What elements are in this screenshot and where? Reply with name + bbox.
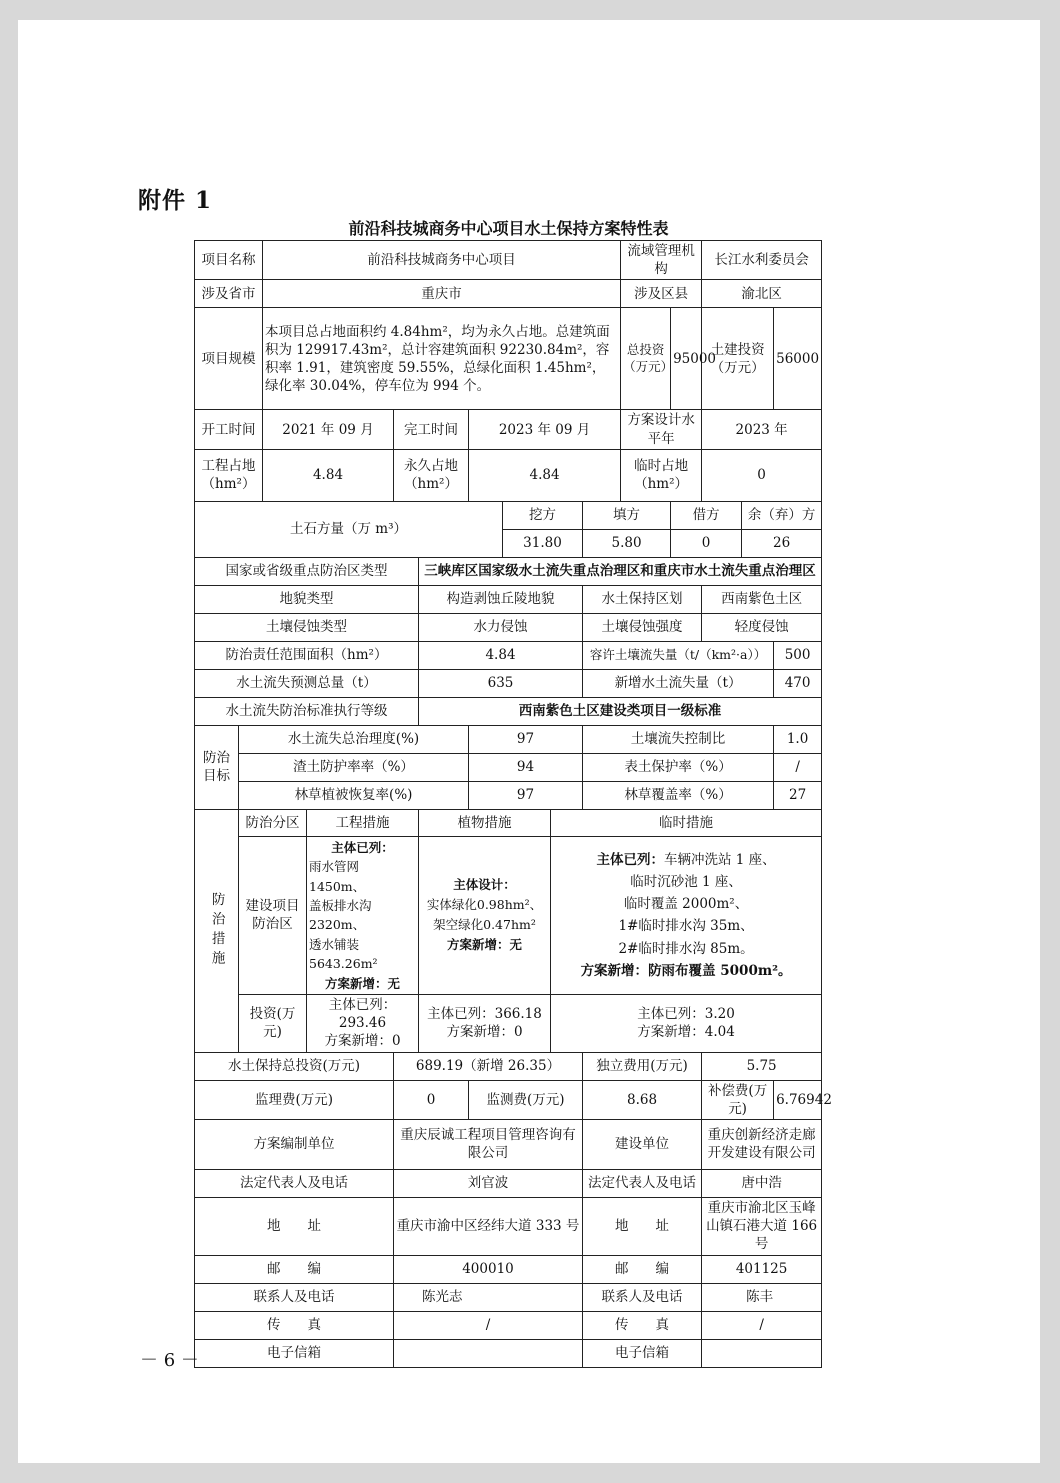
tmp-measures <box>551 836 822 994</box>
spoil-label: 余（弃）方 <box>742 501 822 529</box>
table-row <box>195 280 822 308</box>
addr-a: 重庆市渝中区经纬大道 333 号 <box>394 1197 583 1255</box>
perm-label: 永久占地（hm²） <box>394 449 469 501</box>
contact-a: 陈光志 <box>394 1283 583 1311</box>
basin-org-label: 流域管理机构 <box>621 241 702 280</box>
t1-label: 水土流失总治理度(%) <box>239 725 469 753</box>
province-label: 涉及省市 <box>195 280 263 308</box>
builder: 重庆创新经济走廊开发建设有限公司 <box>702 1119 822 1169</box>
finish-label: 完工时间 <box>394 410 469 449</box>
start: 2021 年 09 月 <box>263 410 394 449</box>
finish: 2023 年 09 月 <box>469 410 621 449</box>
target-label: 防治目标 <box>195 725 239 809</box>
erosion-type-label: 土壤侵蚀类型 <box>195 613 419 641</box>
rep-label-b: 法定代表人及电话 <box>583 1169 702 1197</box>
resp-area-label: 防治责任范围面积（hm²） <box>195 641 419 669</box>
table-row <box>195 1339 822 1367</box>
veg-new: 方案新增：无 <box>446 937 522 953</box>
table-row <box>195 809 822 836</box>
pred-loss-label: 水土流失预测总量（t） <box>195 669 419 697</box>
indep: 5.75 <box>702 1052 822 1080</box>
t1: 97 <box>469 725 583 753</box>
t6: 27 <box>774 781 822 809</box>
zip-label-a: 邮 编 <box>195 1255 394 1283</box>
erosion-type: 水力侵蚀 <box>419 613 583 641</box>
t6-label: 林草覆盖率（%） <box>583 781 774 809</box>
email-a <box>394 1339 583 1367</box>
division-label: 水土保持区划 <box>583 585 702 613</box>
county-label: 涉及区县 <box>621 280 702 308</box>
addr-b: 重庆市渝北区玉峰山镇石港大道 166 号 <box>702 1197 822 1255</box>
t5-label: 林草植被恢复率(%) <box>239 781 469 809</box>
mon: 8.68 <box>583 1080 702 1119</box>
earth-label: 土石方量（万 m³） <box>195 501 503 557</box>
scale-label: 项目规模 <box>195 308 263 410</box>
tmp-item-2: 临时覆盖 2000m²、 <box>623 896 749 913</box>
t2-label: 土壤流失控制比 <box>583 725 774 753</box>
t2: 1.0 <box>774 725 822 753</box>
land: 4.84 <box>263 449 394 501</box>
characteristics-table <box>194 240 832 1368</box>
t3: 94 <box>469 753 583 781</box>
start-label: 开工时间 <box>195 410 263 449</box>
table-row <box>195 613 822 641</box>
temp-label: 临时占地（hm²） <box>621 449 702 501</box>
landform-label: 地貌类型 <box>195 585 419 613</box>
veg-col: 植物措施 <box>419 809 551 836</box>
total-invest: 95000 <box>671 308 702 410</box>
resp-area: 4.84 <box>419 641 583 669</box>
rep-b: 唐中浩 <box>702 1169 822 1197</box>
table-row <box>195 241 822 280</box>
scale-text: 本项目总占地面积约 4.84hm²，均为永久占地。总建筑面积为 129917.43m²，总计容建筑面积 92230.84m²，容积率 1.91，建筑密度 59.55%，总绿化面积 1.45hm²，绿化率 30.04%，停车位为 994 个。 <box>263 308 621 410</box>
table-row <box>195 1283 822 1311</box>
county: 渝北区 <box>702 280 822 308</box>
pred-loss: 635 <box>419 669 583 697</box>
table-row <box>195 753 822 781</box>
province: 重庆市 <box>263 280 621 308</box>
civil-invest-label: 土建投资（万元） <box>702 308 774 410</box>
allow-loss-label: 容许土壤流失量（t/（km²·a）） <box>583 641 774 669</box>
cut: 31.80 <box>503 529 583 557</box>
fax-label-a: 传 真 <box>195 1311 394 1339</box>
std: 西南紫色土区建设类项目一级标准 <box>419 697 822 725</box>
eng-measures <box>307 836 419 994</box>
table-row <box>195 836 822 994</box>
table-row <box>195 410 822 449</box>
fill: 5.80 <box>583 529 671 557</box>
table-row <box>195 501 822 529</box>
table-row <box>195 641 822 669</box>
t3-label: 渣土防护率率（%） <box>239 753 469 781</box>
veg-measures <box>419 836 551 994</box>
temp: 0 <box>702 449 822 501</box>
author: 重庆辰诚工程项目管理咨询有限公司 <box>394 1119 583 1169</box>
veg-item-1: 实体绿化0.98hm²、 <box>426 897 543 913</box>
tmp-item-3: 1#临时排水沟 35m、 <box>618 918 754 935</box>
eng-new: 方案新增：无 <box>324 975 400 991</box>
addr-label-a: 地 址 <box>195 1197 394 1255</box>
table-row <box>195 585 822 613</box>
spoil: 26 <box>742 529 822 557</box>
new-loss: 470 <box>774 669 822 697</box>
total-invest-label: 总投资（万元） <box>621 308 671 410</box>
inv-label: 投资(万元) <box>239 994 307 1052</box>
tmp-col: 临时措施 <box>551 809 822 836</box>
tmp-line-1: 主体已列：车辆冲洗站 1 座、 <box>596 851 776 868</box>
zone-col: 防治分区 <box>239 809 307 836</box>
zip-a: 400010 <box>394 1255 583 1283</box>
erosion-int-label: 土壤侵蚀强度 <box>583 613 702 641</box>
rep-a: 刘官波 <box>394 1169 583 1197</box>
design-year: 2023 年 <box>702 410 822 449</box>
builder-label: 建设单位 <box>583 1119 702 1169</box>
tmp-new: 方案新增：防雨布覆盖 5000m²。 <box>580 962 792 979</box>
new-loss-label: 新增水土流失量（t） <box>583 669 774 697</box>
eng-head: 主体已列： <box>331 839 394 855</box>
page-number: － 6 － <box>140 1350 199 1371</box>
comp-label: 补偿费(万元) <box>702 1080 774 1119</box>
addr-label-b: 地 址 <box>583 1197 702 1255</box>
zone-type-label: 国家或省级重点防治区类型 <box>195 557 419 585</box>
table-row <box>195 994 822 1052</box>
sup-label: 监理费(万元) <box>195 1080 394 1119</box>
tmp-item-1: 临时沉砂池 1 座、 <box>630 873 742 890</box>
fax-label-b: 传 真 <box>583 1311 702 1339</box>
total: 689.19（新增 26.35） <box>394 1052 583 1080</box>
tmp-item-4: 2#临时排水沟 85m。 <box>618 940 754 957</box>
fax-a: / <box>394 1311 583 1339</box>
basin-org: 长江水利委员会 <box>702 241 822 280</box>
landform: 构造剥蚀丘陵地貌 <box>419 585 583 613</box>
author-label: 方案编制单位 <box>195 1119 394 1169</box>
zip-b: 401125 <box>702 1255 822 1283</box>
eng-item-3: 透水铺装 5643.26m² <box>309 936 378 972</box>
table-row <box>195 1197 822 1255</box>
sup: 0 <box>394 1080 469 1119</box>
table-row <box>195 449 822 501</box>
email-label-a: 电子信箱 <box>195 1339 394 1367</box>
comp: 6.76942 <box>774 1080 822 1119</box>
contact-label-b: 联系人及电话 <box>583 1283 702 1311</box>
inv-tmp: 主体已列：3.20 方案新增：4.04 <box>551 994 822 1052</box>
std-label: 水土流失防治标准执行等级 <box>195 697 419 725</box>
attachment-label: 附件 1 <box>138 187 213 214</box>
table-row <box>195 308 822 410</box>
table-row <box>195 1255 822 1283</box>
division: 西南紫色土区 <box>702 585 822 613</box>
zone-type: 三峡库区国家级水土流失重点治理区和重庆市水土流失重点治理区 <box>419 557 822 585</box>
table-row <box>195 1311 822 1339</box>
zone-name: 建设项目防治区 <box>239 836 307 994</box>
veg-item-2: 架空绿化0.47hm² <box>433 917 536 933</box>
borrow: 0 <box>671 529 742 557</box>
design-year-label: 方案设计水平年 <box>621 410 702 449</box>
table-row <box>195 781 822 809</box>
mon-label: 监测费(万元) <box>469 1080 583 1119</box>
fill-label: 填方 <box>583 501 671 529</box>
t4-label: 表土保护率（%） <box>583 753 774 781</box>
indep-label: 独立费用(万元) <box>583 1052 702 1080</box>
civil-invest: 56000 <box>774 308 822 410</box>
table-row <box>195 557 822 585</box>
allow-loss: 500 <box>774 641 822 669</box>
borrow-label: 借方 <box>671 501 742 529</box>
total-label: 水土保持总投资(万元) <box>195 1052 394 1080</box>
cut-label: 挖方 <box>503 501 583 529</box>
table-row <box>195 725 822 753</box>
eng-item-2: 盖板排水沟 2320m、 <box>309 898 372 933</box>
erosion-int: 轻度侵蚀 <box>702 613 822 641</box>
inv-veg: 主体已列：366.18 方案新增：0 <box>419 994 551 1052</box>
contact-b: 陈丰 <box>702 1283 822 1311</box>
table-title: 前沿科技城商务中心项目水土保持方案特性表 <box>348 219 669 238</box>
table-row <box>195 669 822 697</box>
land-label: 工程占地（hm²） <box>195 449 263 501</box>
project-name: 前沿科技城商务中心项目 <box>263 241 621 280</box>
zip-label-b: 邮 编 <box>583 1255 702 1283</box>
email-label-b: 电子信箱 <box>583 1339 702 1367</box>
eng-col: 工程措施 <box>307 809 419 836</box>
table-row <box>195 1052 822 1080</box>
table-row <box>195 1169 822 1197</box>
perm: 4.84 <box>469 449 621 501</box>
table-row <box>195 697 822 725</box>
measures-label: 防治措施 <box>195 809 239 1052</box>
t4: / <box>774 753 822 781</box>
veg-head: 主体设计： <box>453 877 516 893</box>
table-row <box>195 1080 822 1119</box>
contact-label-a: 联系人及电话 <box>195 1283 394 1311</box>
t5: 97 <box>469 781 583 809</box>
email-b <box>702 1339 822 1367</box>
inv-eng: 主体已列：293.46 方案新增：0 <box>307 994 419 1052</box>
fax-b: / <box>702 1311 822 1339</box>
eng-item-1: 雨水管网 1450m、 <box>309 859 366 894</box>
table-row <box>195 1119 822 1169</box>
project-name-label: 项目名称 <box>195 241 263 280</box>
rep-label-a: 法定代表人及电话 <box>195 1169 394 1197</box>
